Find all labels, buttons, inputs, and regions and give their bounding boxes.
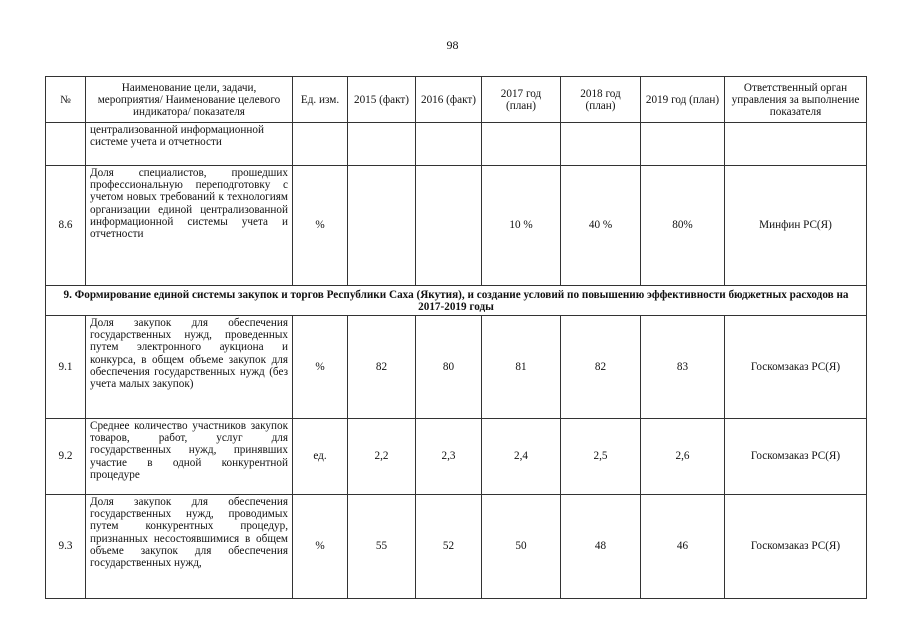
row-2018: 48 bbox=[561, 495, 641, 599]
row-name: Доля специалистов, прошедших профессиональную переподготовку с учетом новых требований к технологиям организации единой централизованной информационной системы учета и отчетности bbox=[86, 166, 293, 286]
page-number: 98 bbox=[446, 38, 459, 52]
row-2019: 80% bbox=[641, 166, 725, 286]
row-2019: 46 bbox=[641, 495, 725, 599]
row-responsible: Госкомзаказ РС(Я) bbox=[725, 316, 867, 419]
row-2018: 82 bbox=[561, 316, 641, 419]
row-num bbox=[46, 123, 86, 166]
header-2015: 2015 (факт) bbox=[348, 77, 416, 123]
row-2016: 52 bbox=[416, 495, 482, 599]
row-unit: % bbox=[293, 316, 348, 419]
row-2016 bbox=[416, 123, 482, 166]
row-responsible: Госкомзаказ РС(Я) bbox=[725, 419, 867, 495]
table-row bbox=[46, 166, 867, 286]
row-2016: 80 bbox=[416, 316, 482, 419]
row-2017: 81 bbox=[482, 316, 561, 419]
indicators-table bbox=[45, 76, 867, 599]
row-num: 8.6 bbox=[46, 166, 86, 286]
row-2019: 2,6 bbox=[641, 419, 725, 495]
row-2015: 2,2 bbox=[348, 419, 416, 495]
row-2017: 10 % bbox=[482, 166, 561, 286]
row-unit: ед. bbox=[293, 419, 348, 495]
row-2016 bbox=[416, 166, 482, 286]
section-row bbox=[46, 286, 867, 316]
row-2018 bbox=[561, 123, 641, 166]
row-2017: 2,4 bbox=[482, 419, 561, 495]
table-row bbox=[46, 123, 867, 166]
row-unit: % bbox=[293, 166, 348, 286]
row-name: Доля закупок для обеспечения государственных нужд, проводимых путем конкурентных процедур, признанных несостоявшимися в общем объеме закупок для обеспечения государственных нужд, bbox=[86, 495, 293, 599]
header-2017: 2017 год (план) bbox=[482, 77, 561, 123]
header-responsible: Ответственный орган управления за выполнение показателя bbox=[725, 77, 867, 123]
table-row bbox=[46, 316, 867, 419]
row-2015: 82 bbox=[348, 316, 416, 419]
row-num: 9.2 bbox=[46, 419, 86, 495]
row-responsible: Минфин РС(Я) bbox=[725, 166, 867, 286]
row-name: централизованной информационной системе учета и отчетности bbox=[86, 123, 293, 166]
row-2016: 2,3 bbox=[416, 419, 482, 495]
row-2018: 2,5 bbox=[561, 419, 641, 495]
row-num: 9.3 bbox=[46, 495, 86, 599]
table-row bbox=[46, 495, 867, 599]
row-responsible: Госкомзаказ РС(Я) bbox=[725, 495, 867, 599]
row-unit: % bbox=[293, 495, 348, 599]
header-2019: 2019 год (план) bbox=[641, 77, 725, 123]
row-name: Доля закупок для обеспечения государственных нужд, проведенных путем электронного аукциона и конкурса, в общем объеме закупок для обеспечения государственных нужд (без учета малых закупок) bbox=[86, 316, 293, 419]
row-2015 bbox=[348, 123, 416, 166]
row-2015 bbox=[348, 166, 416, 286]
row-unit bbox=[293, 123, 348, 166]
header-2018: 2018 год (план) bbox=[561, 77, 641, 123]
header-unit: Ед. изм. bbox=[293, 77, 348, 123]
header-name: Наименование цели, задачи, мероприятия/ Наименование целевого индикатора/ показателя bbox=[86, 77, 293, 123]
header-num: № bbox=[46, 77, 86, 123]
header-2016: 2016 (факт) bbox=[416, 77, 482, 123]
row-2019 bbox=[641, 123, 725, 166]
row-name: Среднее количество участников закупок товаров, работ, услуг для государственных нужд, принявших участие в одной конкурентной процедуре bbox=[86, 419, 293, 495]
row-responsible bbox=[725, 123, 867, 166]
row-num: 9.1 bbox=[46, 316, 86, 419]
row-2015: 55 bbox=[348, 495, 416, 599]
row-2017 bbox=[482, 123, 561, 166]
table-row bbox=[46, 419, 867, 495]
row-2019: 83 bbox=[641, 316, 725, 419]
row-2018: 40 % bbox=[561, 166, 641, 286]
row-2017: 50 bbox=[482, 495, 561, 599]
header-row bbox=[46, 77, 867, 123]
section-title: 9. Формирование единой системы закупок и торгов Республики Саха (Якутия), и создание условий по повышению эффективности бюджетных расходов на 2017-2019 годы bbox=[46, 286, 867, 316]
